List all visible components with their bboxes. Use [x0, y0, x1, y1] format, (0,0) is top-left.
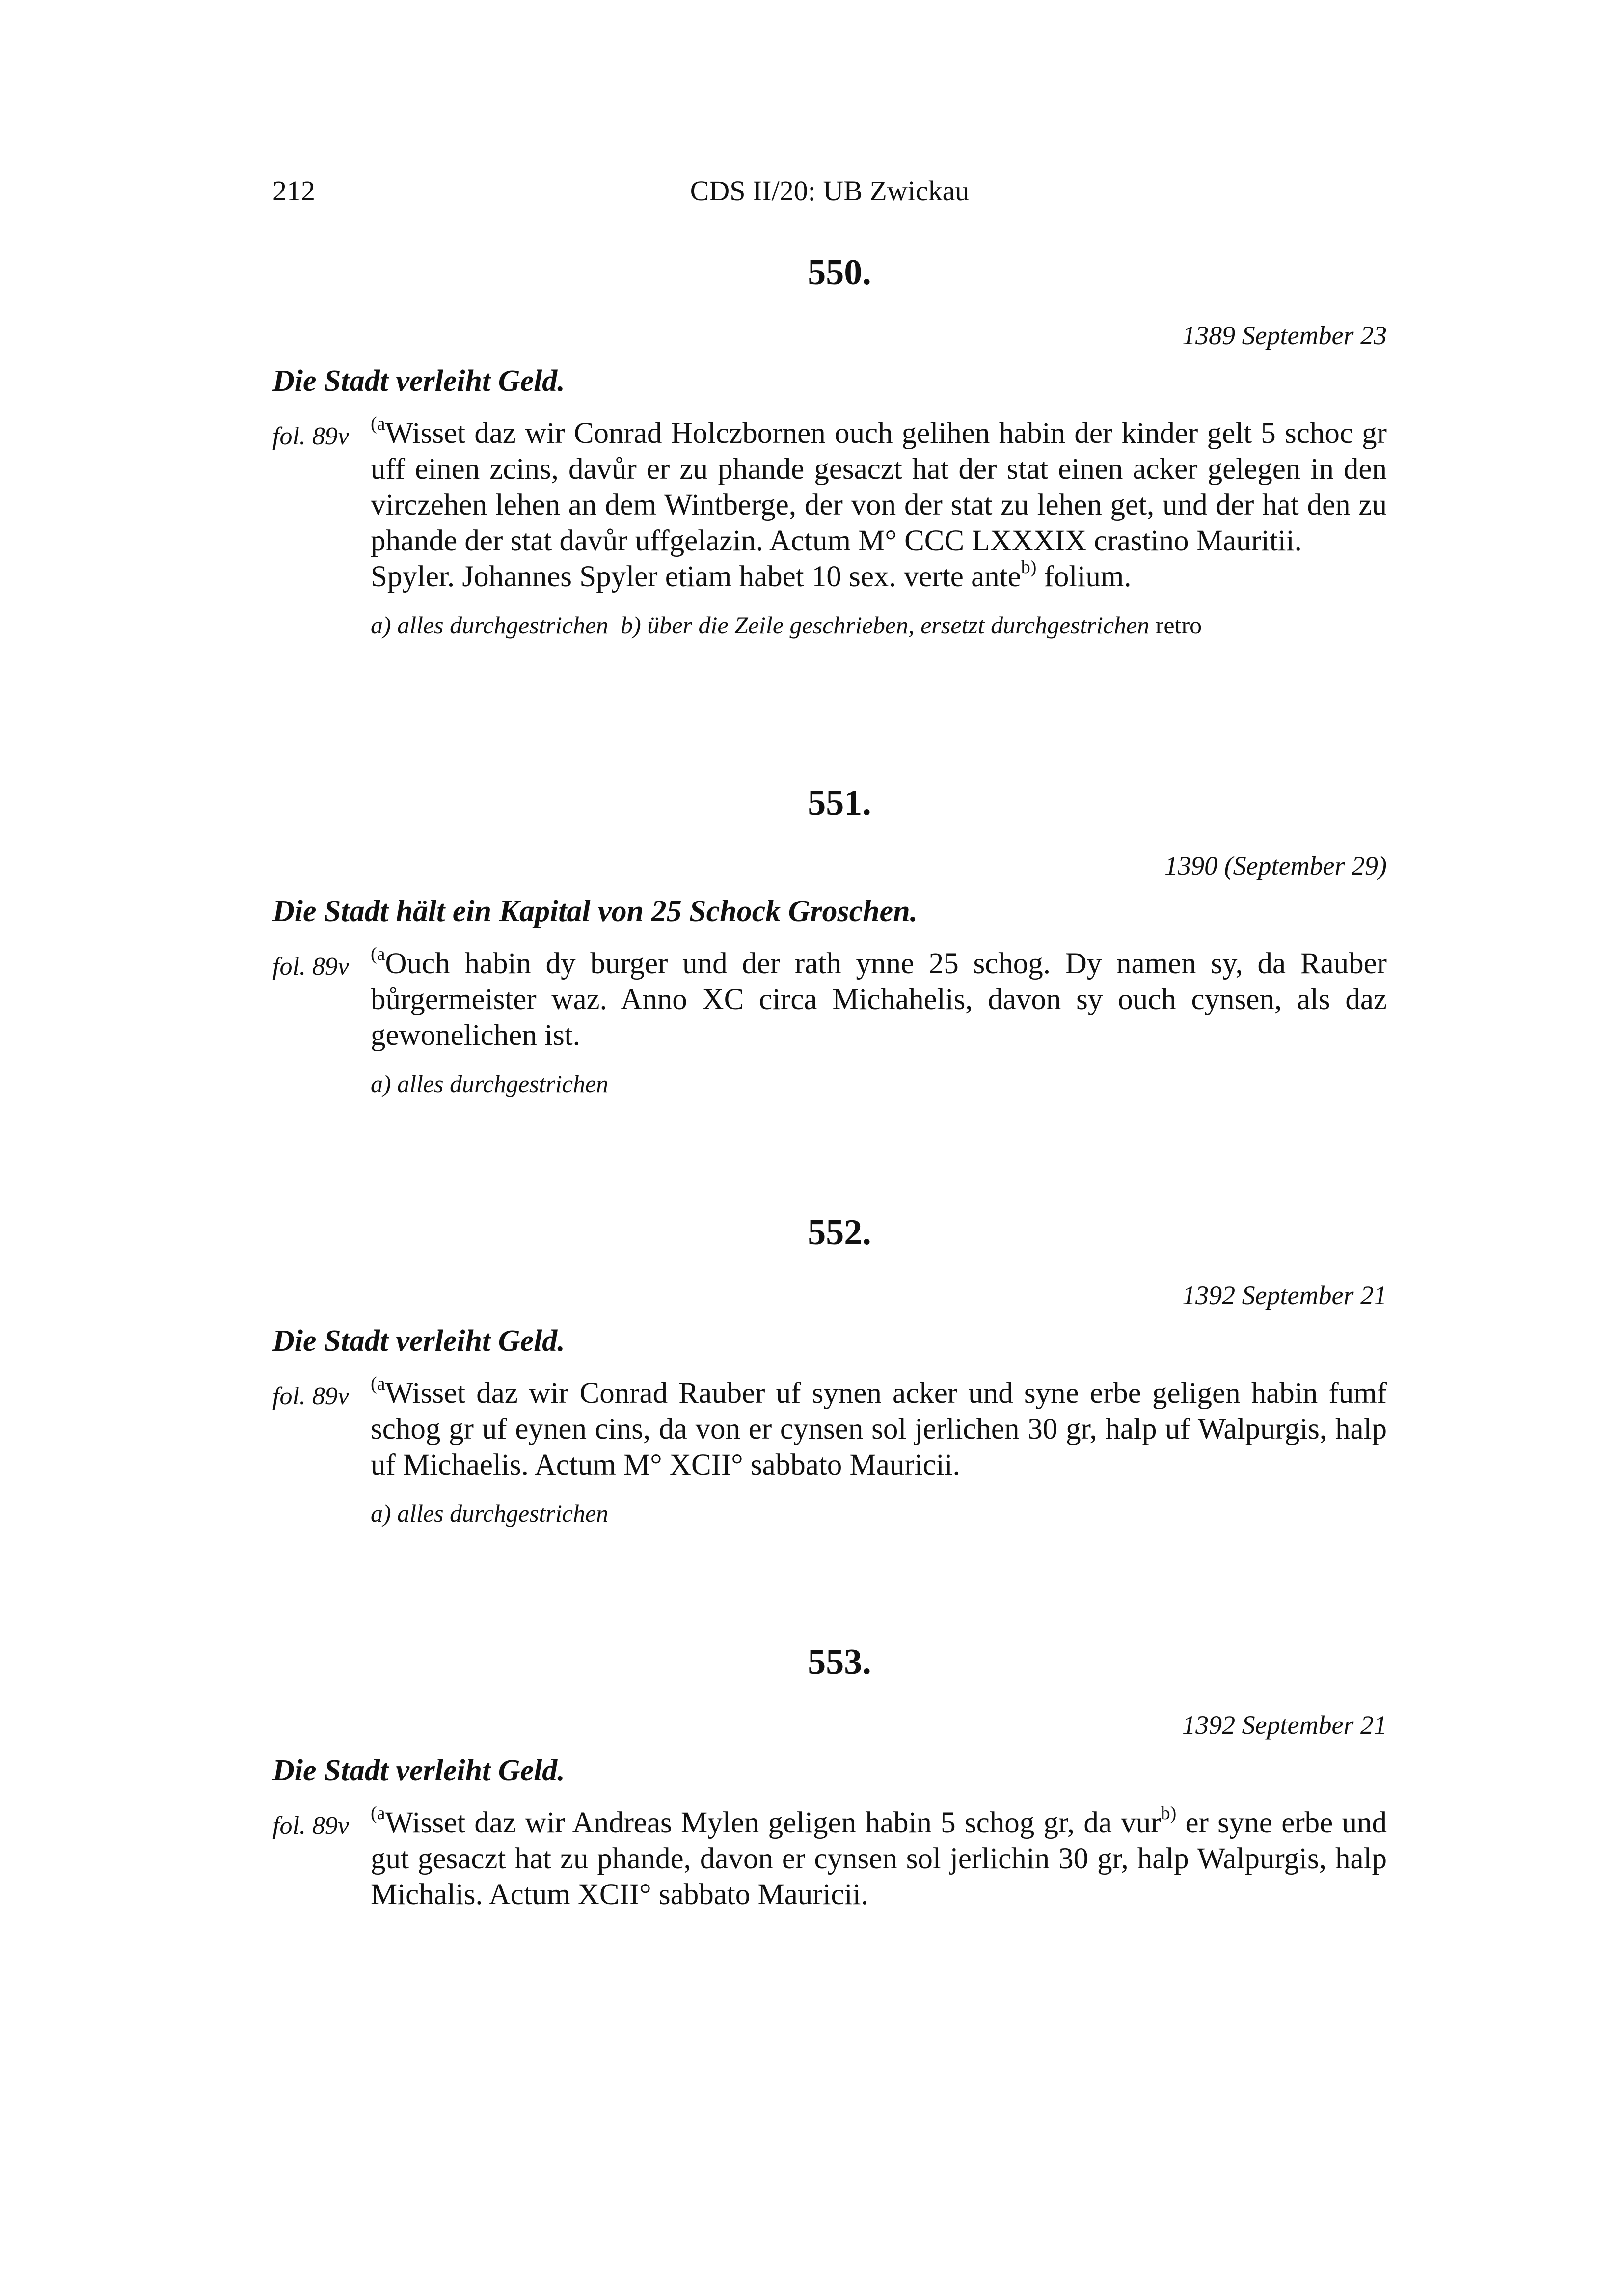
entry-number: 550.: [808, 252, 871, 293]
folio-reference: fol. 89v: [272, 953, 349, 981]
entry-title: Die Stadt verleiht Geld.: [272, 1324, 565, 1358]
entry-553: [272, 1640, 1387, 1913]
entry-text: $^{(a}$Wisset daz wir Andreas Mylen geligen habin 5 schog gr, da vur$^{b)}$ er syne erbe und gut gesaczt hat zu phande, davon er cynsen sol jerlichin 30 gr, halp Walpurgis, halp Michalis. Actum XCII° sabbato Mauricii.: [371, 1803, 1387, 1911]
entry-text: $^{(a}$Wisset daz wir Conrad Holczbornen ouch gelihen habin der kinder gelt 5 schoc gr uff einen zcins, davůr er zu phande gesaczt hat der stat einen acker gelegen in den virczehen lehen an dem Wintberge, der von der stat zu lehen get, und der hat den zu phande der stat davůr uffgelazin. Actum M° CCC LXXXIX crastino Mauritii.: [371, 413, 1387, 557]
folio-reference: fol. 89v: [272, 1382, 349, 1410]
entry-title: Die Stadt verleiht Geld.: [272, 1754, 565, 1787]
folio-reference: fol. 89v: [272, 1812, 349, 1840]
entry-title: Die Stadt verleiht Geld.: [272, 364, 565, 398]
entry-text-addendum: Spyler. Johannes Spyler etiam habet 10 sex. verte ante$^{b)}$ folium.: [371, 556, 1132, 593]
entry-date: 1389 September 23: [1182, 321, 1387, 350]
entry-text: $^{(a}$Ouch habin dy burger und der rath ynne 25 schog. Dy namen sy, da Rauber bůrgermeister waz. Anno XC circa Michahelis, davon sy ouch cynsen, als daz gewonelichen ist.: [371, 943, 1387, 1052]
footnote: a) alles durchgestrichen: [371, 1070, 609, 1097]
entry-number: 551.: [808, 783, 871, 823]
entry-number: 552.: [808, 1212, 871, 1253]
entry-number: 553.: [808, 1642, 871, 1682]
footnote-mark: (a: [371, 1803, 385, 1824]
page-number: 212: [272, 175, 315, 207]
entry-552: [272, 1210, 1387, 1529]
entry-body: [272, 415, 1387, 595]
running-head: [272, 174, 1387, 209]
footnote-mark: (a: [371, 413, 385, 434]
entry-date: 1392 September 21: [1182, 1710, 1387, 1740]
entry-body: [272, 1805, 1387, 1913]
footnote: a) alles durchgestrichen: [371, 1500, 609, 1527]
entry-title: Die Stadt hält ein Kapital von 25 Schock Groschen.: [272, 895, 918, 928]
footnote: a) alles durchgestrichen b) über die Zeile geschrieben, ersetzt durchgestrichen retro: [371, 611, 1202, 639]
footnote-mark: (a: [371, 1373, 385, 1394]
entry-body: [272, 1375, 1387, 1483]
footnote-mark: b): [1161, 1803, 1177, 1824]
entry-550: [272, 250, 1387, 641]
entry-date: 1392 September 21: [1182, 1281, 1387, 1310]
running-head-title: CDS II/20: UB Zwickau: [690, 175, 970, 207]
footnote-mark: b): [1021, 556, 1037, 577]
footnote-mark: (a: [371, 943, 385, 964]
entry-body: [272, 943, 1387, 1053]
entry-text: $^{(a}$Wisset daz wir Conrad Rauber uf synen acker und syne erbe geligen habin fumf schog gr uf eynen cins, da von er cynsen sol jerlichen 30 gr, halp uf Walpurgis, halp uf Michaelis. Actum M° XCII° sabbato Mauricii.: [371, 1373, 1387, 1481]
entry-date: 1390 (September 29): [1164, 851, 1387, 880]
entry-551: [272, 781, 1387, 1099]
folio-reference: fol. 89v: [272, 422, 349, 450]
